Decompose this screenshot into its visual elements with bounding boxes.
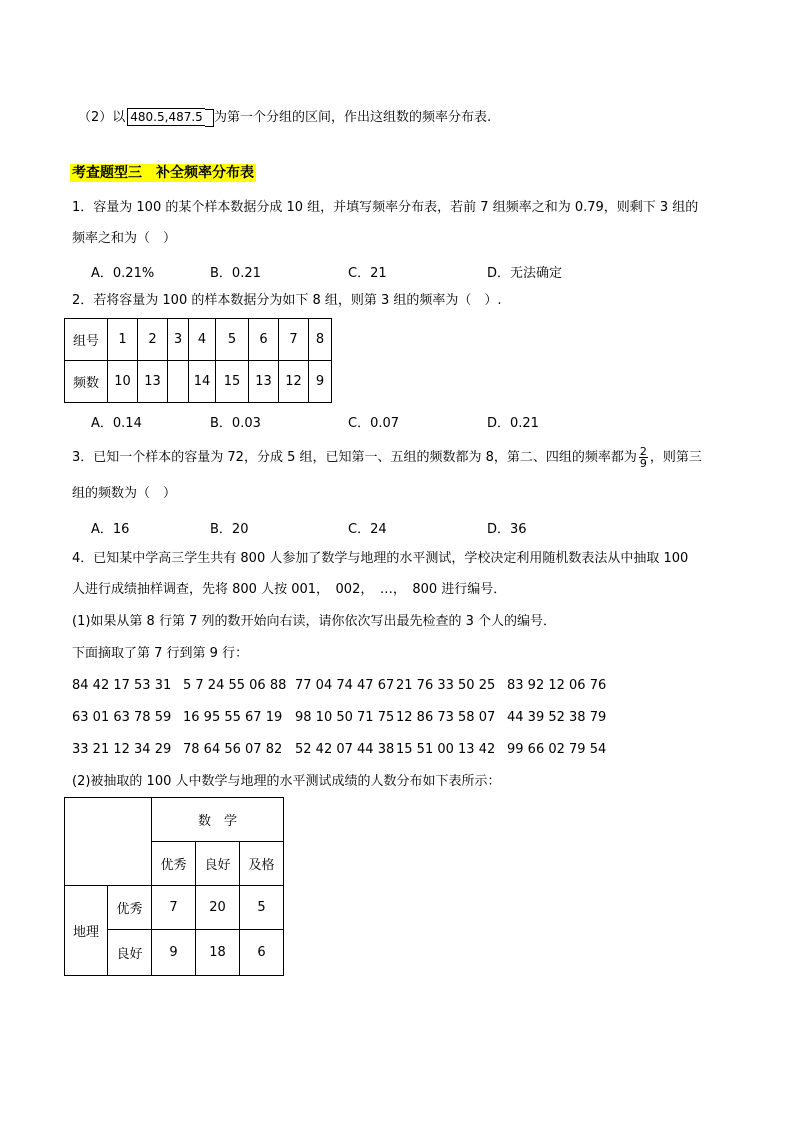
fraction-two-ninths (639, 446, 648, 469)
score-cell: 20 (196, 886, 240, 930)
q3-line1-prefix: 3．已知一个样本的容量为 72，分成 5 组，已知第一、五组的频数都为 8，第二、四组的频率都为 (72, 450, 637, 465)
geo-row-excellent-label: 优秀 (108, 886, 152, 930)
section-title-text: 考查题型三 补全频率分布表 (72, 165, 254, 181)
q4-line2: 人进行成绩抽样调查，先将 800 人按 001， 002， …， 800 进行编号． (72, 582, 507, 597)
q4-line1: 4．已知某中学高三学生共有 800 人参加了数学与地理的水平测试，学校决定利用随机数表法从中抽取 100 (72, 551, 689, 566)
group-cell: 8 (309, 319, 332, 361)
frequency-cell: 15 (216, 361, 249, 403)
random-row-7-col-1: 84 42 17 53 31 (72, 678, 172, 693)
q3-option-a[interactable]: A．16 (91, 522, 130, 537)
math-col-good: 良好 (196, 842, 240, 886)
score-cell: 7 (152, 886, 196, 930)
q2-frequency-table (64, 318, 332, 403)
random-row-8-col-1: 63 01 63 78 59 (72, 710, 172, 725)
q3-option-c[interactable]: C．24 (348, 522, 387, 537)
geography-header: 地理 (65, 886, 108, 976)
frequency-cell: 9 (309, 361, 332, 403)
section-title (70, 165, 256, 182)
prev-part-prefix: （2）以 (78, 110, 126, 125)
random-row-7-col-3: 77 04 74 47 67 (295, 678, 395, 693)
score-cell: 6 (240, 930, 284, 976)
random-row-8-col-2: 16 95 55 67 19 (183, 710, 283, 725)
frequency-cell: 10 (108, 361, 138, 403)
q2-option-d[interactable]: D．0.21 (487, 416, 539, 431)
geo-row-good-label: 良好 (108, 930, 152, 976)
q4-excerpt-intro: 下面摘取了第 7 行到第 9 行： (72, 646, 249, 661)
q1-line2: 频率之和为（ ） (72, 231, 177, 246)
random-row-8-col-4: 12 86 73 58 07 (396, 710, 496, 725)
q1-option-c[interactable]: C．21 (348, 266, 387, 281)
frequency-cell: 13 (249, 361, 279, 403)
q4-part1: (1)如果从第 8 行第 7 列的数开始向右读，请你依次写出最先检查的 3 个人的编号． (72, 614, 557, 629)
score-cell: 5 (240, 886, 284, 930)
fraction-denominator: 9 (639, 457, 647, 470)
frequency-cell: 14 (189, 361, 216, 403)
q3-line2: 组的频数为（ ） (72, 486, 177, 501)
q1-option-b[interactable]: B．0.21 (210, 266, 261, 281)
math-col-pass: 及格 (240, 842, 284, 886)
random-row-8-col-5: 44 39 52 38 79 (507, 710, 607, 725)
math-col-excellent: 优秀 (152, 842, 196, 886)
q3-line1-suffix: ，则第三 (649, 450, 702, 465)
math-header: 数 学 (152, 798, 284, 842)
score-distribution-table (64, 797, 284, 976)
random-row-9-col-4: 15 51 00 13 42 (396, 742, 496, 757)
frequency-cell-blank (168, 361, 189, 403)
group-cell: 6 (249, 319, 279, 361)
q1-option-d[interactable]: D．无法确定 (487, 266, 563, 281)
interval-close (205, 109, 214, 127)
group-cell: 2 (138, 319, 168, 361)
frequency-cell: 12 (279, 361, 309, 403)
q2-stem: 2．若将容量为 100 的样本数据分为如下 8 组，则第 3 组的频率为（ ）. (72, 293, 502, 308)
q3-option-d[interactable]: D．36 (487, 522, 527, 537)
group-cell: 4 (189, 319, 216, 361)
random-row-7-col-5: 83 92 12 06 76 (507, 678, 607, 693)
interval-bracket (127, 108, 205, 126)
q2-option-c[interactable]: C．0.07 (348, 416, 400, 431)
prev-part-suffix: 为第一个分组的区间，作出这组数的频率分布表. (213, 110, 492, 125)
group-cell: 5 (216, 319, 249, 361)
score-cell: 18 (196, 930, 240, 976)
random-row-9-col-5: 99 66 02 79 54 (507, 742, 607, 757)
random-row-7-col-2: 5 7 24 55 06 88 (183, 678, 287, 693)
q4-part2: (2)被抽取的 100 人中数学与地理的水平测试成绩的人数分布如下表所示： (72, 774, 501, 789)
random-row-8-col-3: 98 10 50 71 75 (295, 710, 395, 725)
prev-question-part2 (78, 108, 491, 127)
frequency-header: 频数 (65, 361, 108, 403)
q1-option-a[interactable]: A．0.21% (91, 266, 155, 281)
random-row-9-col-3: 52 42 07 44 38 (295, 742, 395, 757)
random-row-9-col-2: 78 64 56 07 82 (183, 742, 283, 757)
group-cell: 1 (108, 319, 138, 361)
score-cell: 9 (152, 930, 196, 976)
group-cell: 3 (168, 319, 189, 361)
frequency-cell: 13 (138, 361, 168, 403)
group-cell: 7 (279, 319, 309, 361)
q3-line1 (72, 444, 702, 472)
interval-text: 480.5,487.5 (130, 110, 203, 124)
q2-option-b[interactable]: B．0.03 (210, 416, 261, 431)
q1-line1: 1．容量为 100 的某个样本数据分成 10 组，并填写频率分布表，若前 7 组频率之和为 0.79，则剩下 3 组的 (72, 200, 699, 215)
q3-option-b[interactable]: B．20 (210, 522, 249, 537)
table-corner-cell (65, 798, 152, 886)
random-row-9-col-1: 33 21 12 34 29 (72, 742, 172, 757)
fraction-numerator: 2 (639, 445, 647, 458)
group-number-header: 组号 (65, 319, 108, 361)
random-row-7-col-4: 21 76 33 50 25 (396, 678, 496, 693)
q2-option-a[interactable]: A．0.14 (91, 416, 142, 431)
